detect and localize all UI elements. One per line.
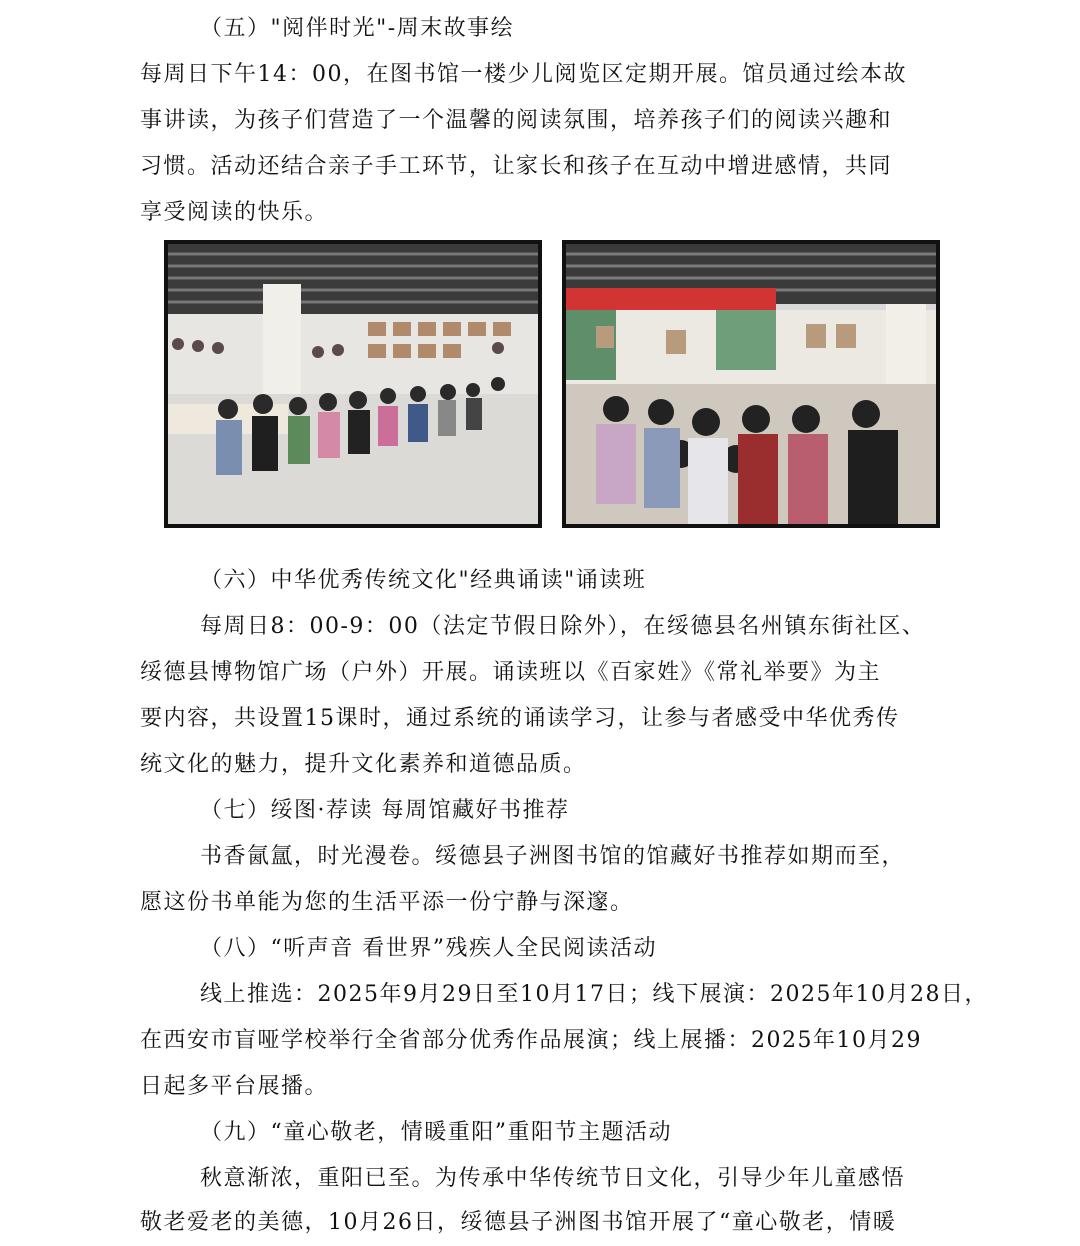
- paragraph-line: 习惯。活动还结合亲子手工环节，让家长和孩子在互动中增进感情，共同: [140, 154, 893, 179]
- paragraph-line: 在西安市盲哑学校举行全省部分优秀作品展演；线上展播：2025年10月29: [140, 1028, 922, 1053]
- left-event-photo: [164, 240, 542, 528]
- paragraph-line: 愿这份书单能为您的生活平添一份宁静与深邃。: [140, 890, 634, 915]
- paragraph-line: 统文化的魅力，提升文化素养和道德品质。: [140, 752, 587, 777]
- paragraph-line: 秋意渐浓，重阳已至。为传承中华传统节日文化，引导少年儿童感悟: [200, 1166, 906, 1191]
- paragraph-line: 线上推选：2025年9月29日至10月17日；线下展演：2025年10月28日，: [200, 982, 988, 1007]
- library-children-image: [168, 244, 538, 524]
- paragraph-line: 日起多平台展播。: [140, 1074, 329, 1099]
- paragraph-line: 绥德县博物馆广场（户外）开展。诵读班以《百家姓》《常礼举要》为主: [140, 660, 882, 685]
- section-heading-5: （五）"阅伴时光"-周末故事绘: [200, 16, 515, 41]
- children-audience-image: [566, 244, 936, 524]
- section-heading-9: （九）“童心敬老，情暖重阳”重阳节主题活动: [200, 1120, 672, 1145]
- paragraph-line: 要内容，共设置15课时，通过系统的诵读学习，让参与者感受中华优秀传: [140, 706, 900, 731]
- paragraph-line: 事讲读，为孩子们营造了一个温馨的阅读氛围，培养孩子们的阅读兴趣和: [140, 108, 893, 133]
- paragraph-line: 享受阅读的快乐。: [140, 200, 329, 225]
- paragraph-line: 每周日下午14：00，在图书馆一楼少儿阅览区定期开展。馆员通过绘本故: [140, 62, 907, 87]
- section-heading-6: （六）中华优秀传统文化"经典诵读"诵读班: [200, 568, 647, 593]
- right-event-photo: [562, 240, 940, 528]
- section-heading-7: （七）绥图·荐读 每周馆藏好书推荐: [200, 798, 570, 823]
- section-heading-8: （八）“听声音 看世界”残疾人全民阅读活动: [200, 936, 657, 961]
- paragraph-line: 每周日8：00-9：00（法定节假日除外），在绥德县名州镇东街社区、: [200, 614, 926, 639]
- paragraph-line: 书香氤氲，时光漫卷。绥德县子洲图书馆的馆藏好书推荐如期而至，: [200, 844, 906, 869]
- paragraph-line: 敬老爱老的美德，10月26日，绥德县子洲图书馆开展了“童心敬老，情暖: [140, 1210, 897, 1235]
